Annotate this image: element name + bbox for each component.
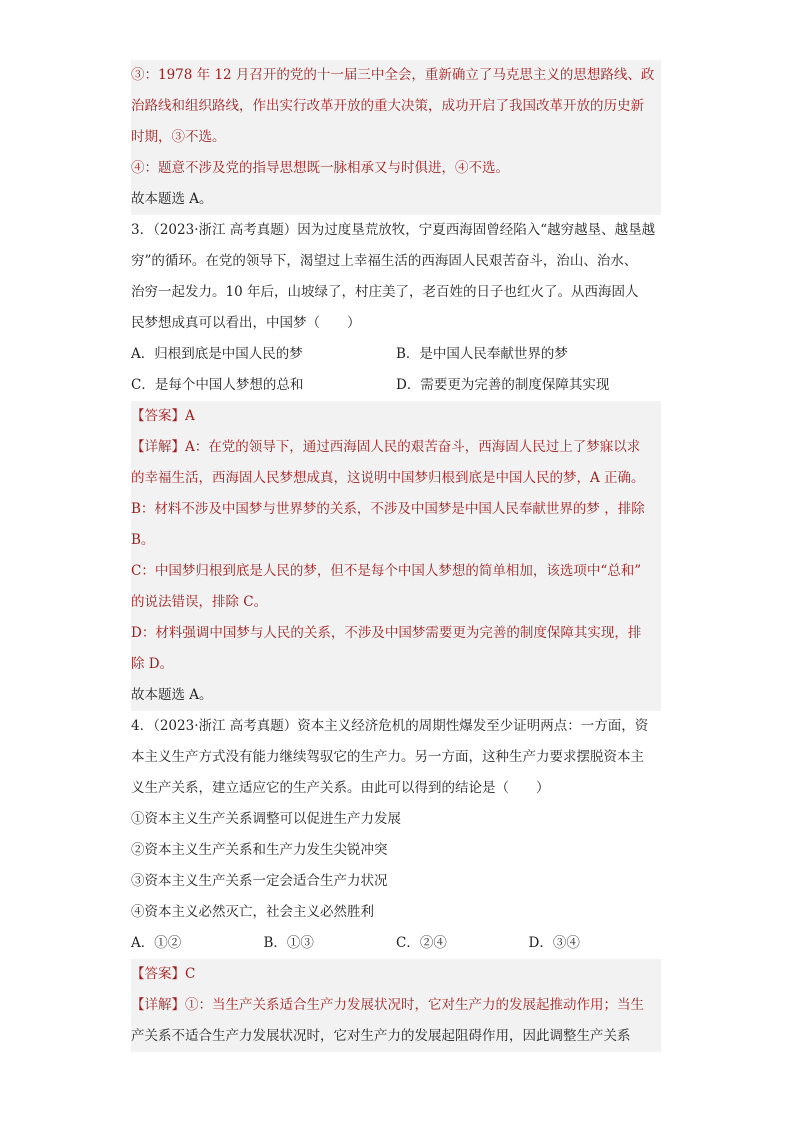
q4-stem-line-1: 4．（2023·浙江 高考真题）资本主义经济危机的周期性爆发至少证明两点：一方面，资	[131, 718, 649, 734]
q3-stem-line-3: 治穷一起发力。10 年后，山坡绿了，村庄美了，老百姓的日子也红火了。从西海固人	[131, 284, 639, 300]
q2-explain-line-2: 治路线和组织路线，作出实行改革开放的重大决策，成功开启了我国改革开放的历史新	[131, 91, 661, 122]
q3-explain-line-1: 【详解】A：在党的领导下，通过西海固人民的艰苦奋斗，西海固人民过上了梦寐以求	[131, 432, 661, 463]
q3-explain-line-7: D：材料强调中国梦与人民的关系，不涉及中国梦需要更为完善的制度保障其实现，排	[131, 618, 661, 649]
q3-stem-line-1: 3．（2023·浙江 高考真题）因为过度垦荒放牧，宁夏西海固曾经陷入“越穷越垦、越垦越	[131, 222, 656, 238]
q3-stem-line-2: 穷”的循环。在党的领导下，渴望过上幸福生活的西海固人民艰苦奋斗，治山、治水、	[131, 253, 638, 269]
q3-options-row-2	[131, 370, 661, 401]
q4-explain-line-2: 产关系不适合生产力发展状况时，它对生产力的发展起阻碍作用，因此调整生产关系	[131, 1021, 661, 1052]
q3-conclusion: 故本题选 A。	[131, 680, 661, 711]
q4-option-d: D．③④	[528, 935, 580, 951]
q4-stem-line-3: 义生产关系，建立适应它的生产关系。由此可以得到的结论是（ ）	[131, 780, 550, 796]
q4-answer: 【答案】C	[131, 959, 661, 990]
q4-options-row	[131, 928, 661, 959]
q4-statement-2: ②资本主义生产关系和生产力发生尖锐冲突	[131, 842, 388, 858]
q4-option-c: C．②④	[396, 935, 447, 951]
q3-explain-line-5: C：中国梦归根到底是人民的梦，但不是每个中国人梦想的简单相加，该选项中“总和”	[131, 556, 661, 587]
q4-statement-3: ③资本主义生产关系一定会适合生产力状况	[131, 873, 388, 889]
q3-explain-line-8: 除 D。	[131, 649, 661, 680]
q2-explain-line-3: 时期，③不选。	[131, 122, 661, 153]
q2-explain-line-4: ④：题意不涉及党的指导思想既一脉相承又与时俱进，④不选。	[131, 153, 661, 184]
q4-statement-4: ④资本主义必然灭亡，社会主义必然胜利	[131, 904, 374, 920]
q3-explain-line-3: B：材料不涉及中国梦与世界梦的关系，不涉及中国梦是中国人民奉献世界的梦 ，排除	[131, 494, 661, 525]
q4-option-b: B．①③	[263, 935, 314, 951]
q3-option-c: C．是每个中国人梦想的总和	[131, 377, 304, 393]
q3-explain-line-4: B。	[131, 525, 661, 556]
q2-explain-line-1: ③：1978 年 12 月召开的党的十一届三中全会，重新确立了马克思主义的思想路线、政	[131, 60, 661, 91]
q3-options-row-1	[131, 339, 661, 370]
document-page	[131, 60, 661, 1052]
q3-option-b: B．是中国人民奉献世界的梦	[396, 346, 568, 362]
q4-explain-line-1: 【详解】①：当生产关系适合生产力发展状况时，它对生产力的发展起推动作用；当生	[131, 990, 661, 1021]
q2-conclusion: 故本题选 A。	[131, 184, 661, 215]
q3-stem-line-4: 民梦想成真可以看出，中国梦（ ）	[131, 315, 361, 331]
q3-option-d: D．需要更为完善的制度保障其实现	[396, 377, 610, 393]
q4-stem-line-2: 本主义生产方式没有能力继续驾驭它的生产力。另一方面，这种生产力要求摆脱资本主	[131, 749, 644, 765]
q3-explain-line-6: 的说法错误，排除 C。	[131, 587, 661, 618]
q3-option-a: A．归根到底是中国人民的梦	[131, 346, 303, 362]
q3-explain-line-2: 的幸福生活，西海固人民梦想成真，这说明中国梦归根到底是中国人民的梦，A 正确。	[131, 463, 661, 494]
q4-statement-1: ①资本主义生产关系调整可以促进生产力发展	[131, 811, 401, 827]
q3-answer: 【答案】A	[131, 401, 661, 432]
q4-option-a: A．①②	[131, 935, 182, 951]
